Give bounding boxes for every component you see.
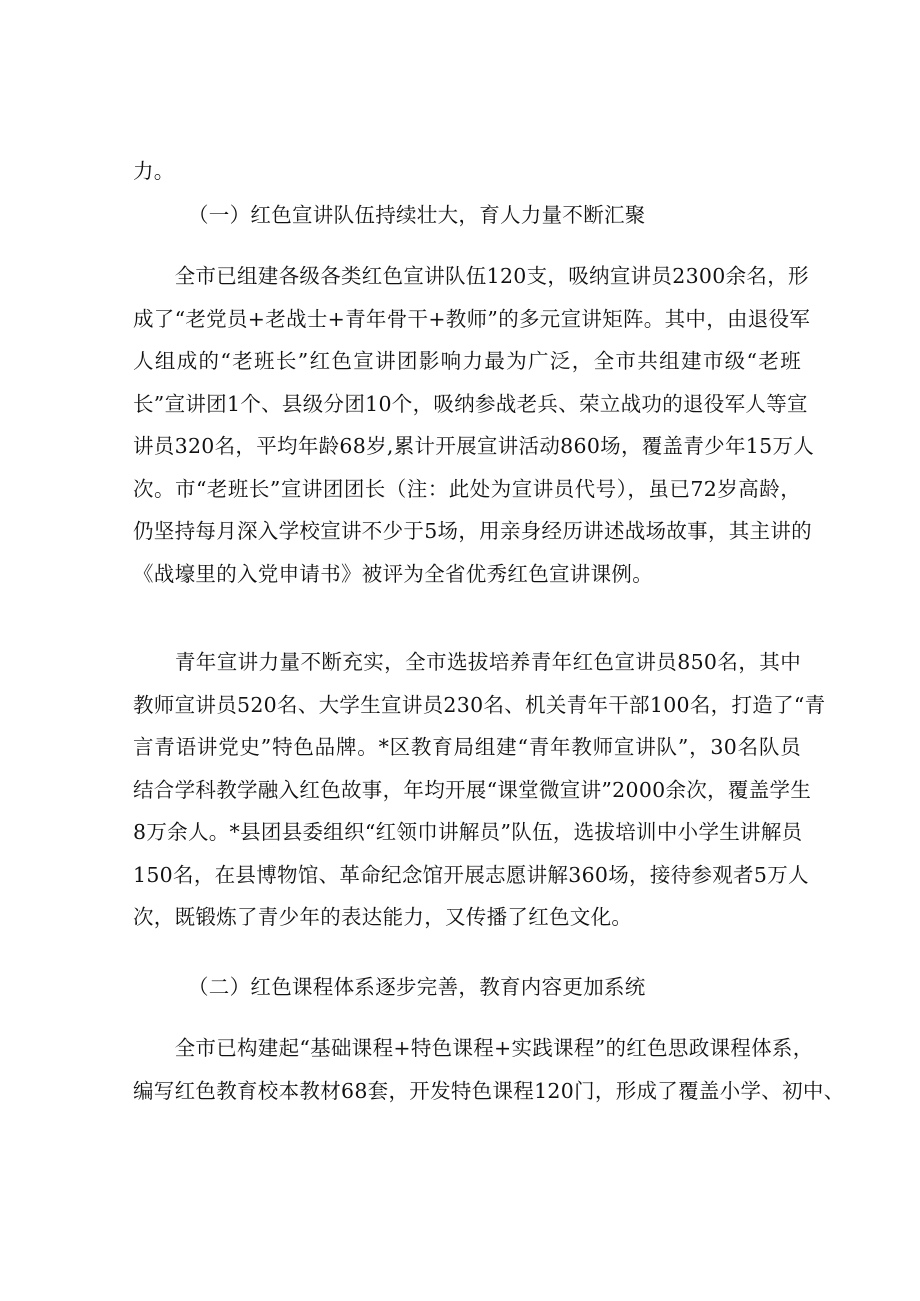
- text-line: 150名，在县博物馆、革命纪念馆开展志愿讲解360场，接待参观者5万人: [133, 862, 809, 887]
- section-heading-2: （二）红色课程体系逐步完善，教育内容更加系统: [188, 975, 646, 999]
- fragment-paragraph: [133, 150, 801, 193]
- text-line: 青年宣讲力量不断充实，全市选拔培养青年红色宣讲员850名，其中: [133, 650, 801, 674]
- text-line: 仍坚持每月深入学校宣讲不少于5场，用亲身经历讲述战场故事，其主讲的: [133, 519, 812, 543]
- text-line: 编写红色教育校本教材68套，开发特色课程120门，形成了覆盖小学、初中、: [133, 1078, 845, 1103]
- text-line: 结合学科教学融入红色故事，年均开展“课堂微宣讲”2000余次，覆盖学生: [133, 777, 812, 802]
- text-line: 《战壕里的入党申请书》被评为全省优秀红色宣讲课例。: [133, 561, 653, 586]
- text-line: 讲员320名，平均年龄68岁,累计开展宣讲活动860场，覆盖青少年15万人: [133, 434, 815, 458]
- text-line: 全市已构建起“基础课程+特色课程+实践课程”的红色思政课程体系，: [133, 1036, 814, 1060]
- text-line: 全市已组建各级各类红色宣讲队伍120支，吸纳宣讲员2300余名，形: [133, 264, 809, 288]
- section1-paragraph-1: [133, 255, 815, 595]
- text-line: 人组成的“老班长”红色宣讲团影响力最为广泛，全市共组建市级“老班: [133, 349, 801, 373]
- text-line: 力。: [133, 159, 175, 183]
- text-line: 成了“老党员+老战士+青年骨干+教师”的多元宣讲矩阵。其中，由退役军: [133, 306, 811, 331]
- section-heading-1: （一）红色宣讲队伍持续壮大，育人力量不断汇聚: [188, 203, 646, 227]
- text-line: 长”宣讲团1个、县级分团10个，吸纳参战老兵、荣立战功的退役军人等宣: [133, 391, 808, 416]
- text-line: 次，既锻炼了青少年的表达能力，又传播了红色文化。: [133, 905, 633, 929]
- text-line: 言青语讲党史”特色品牌。*区教育局组建“青年教师宣讲队”，30名队员: [133, 735, 801, 759]
- text-line: 教师宣讲员520名、大学生宣讲员230名、机关青年干部100名，打造了“青: [133, 692, 826, 717]
- section2-paragraph-1: [133, 1027, 845, 1112]
- section1-paragraph-2: [133, 641, 826, 939]
- text-line: 次。市“老班长”宣讲团团长（注：此处为宣讲员代号），虽已72岁高龄，: [133, 476, 801, 501]
- text-line: 8万余人。*县团县委组织“红领巾讲解员”队伍，选拔培训中小学生讲解员: [133, 820, 803, 844]
